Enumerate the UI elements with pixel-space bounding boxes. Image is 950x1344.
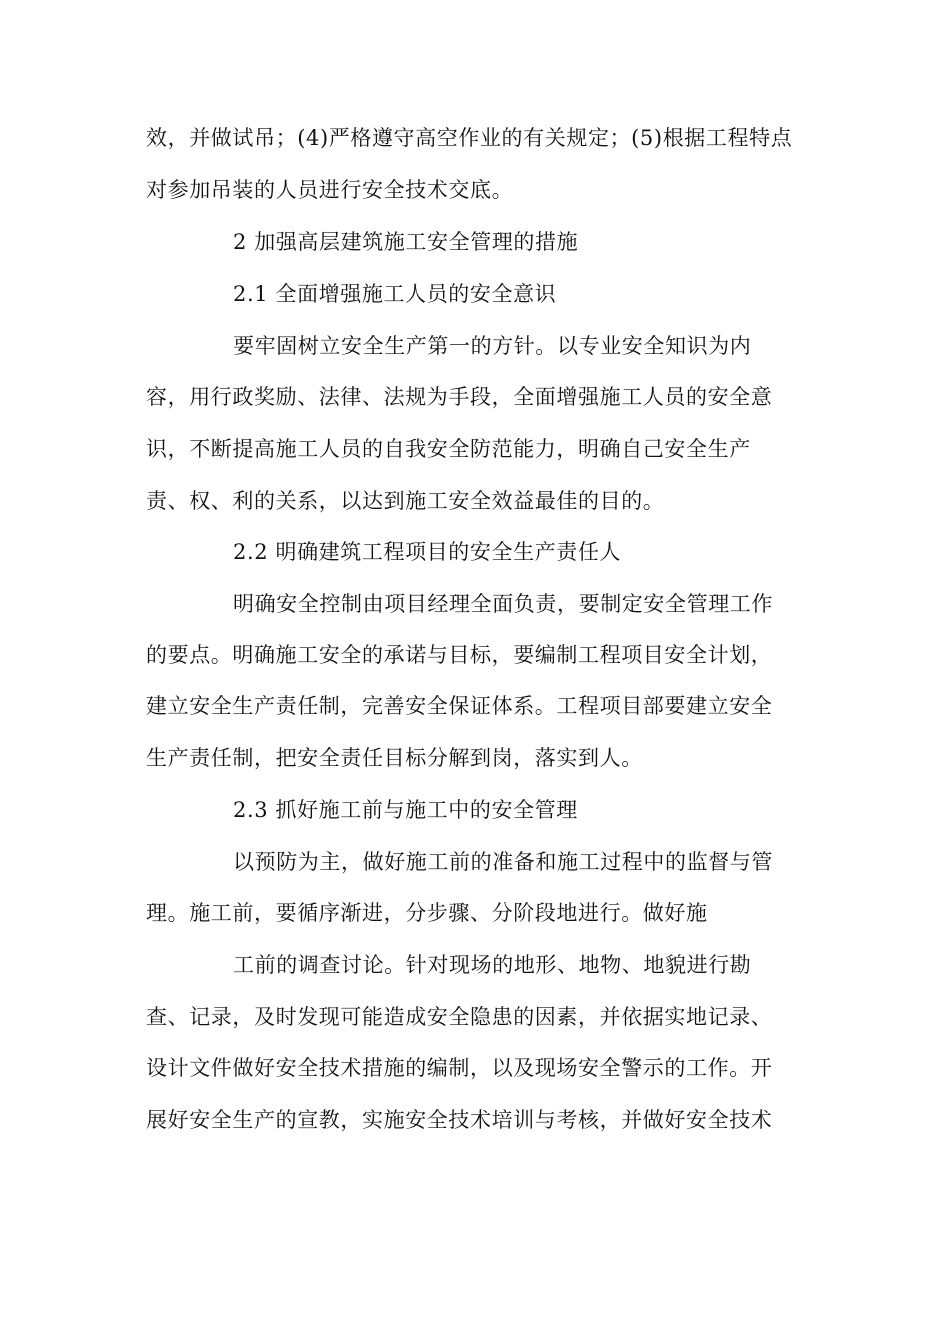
body-text-line: 工前的调查讨论。针对现场的地形、地物、地貌进行勘 (233, 953, 752, 977)
body-text-line: 识，不断提高施工人员的自我安全防范能力，明确自己安全生产 (146, 437, 751, 461)
body-text-line: 查、记录，及时发现可能造成安全隐患的因素，并依据实地记录、 (146, 1005, 773, 1029)
subsection-heading: 2.3 抓好施工前与施工中的安全管理 (233, 798, 578, 822)
body-text-line: 对参加吊装的人员进行安全技术交底。 (146, 178, 514, 202)
body-text-line: 设计文件做好安全技术措施的编制，以及现场安全警示的工作。开 (146, 1056, 773, 1080)
body-text-line: 展好安全生产的宣教，实施安全技术培训与考核，并做好安全技术 (146, 1108, 773, 1132)
body-text-line: 理。施工前，要循序渐进，分步骤、分阶段地进行。做好施 (146, 901, 708, 925)
body-text-line: 的要点。明确施工安全的承诺与目标，要编制工程项目安全计划， (146, 643, 773, 667)
subsection-heading: 2.1 全面增强施工人员的安全意识 (233, 282, 557, 306)
body-text-line: 效，并做试吊；(4)严格遵守高空作业的有关规定；(5)根据工程特点 (146, 126, 793, 150)
body-text-line: 责、权、利的关系，以达到施工安全效益最佳的目的。 (146, 489, 665, 513)
section-heading: 2 加强高层建筑施工安全管理的措施 (233, 230, 579, 254)
body-text-line: 生产责任制，把安全责任目标分解到岗，落实到人。 (146, 746, 643, 770)
body-text-line: 要牢固树立安全生产第一的方针。以专业安全知识为内 (233, 334, 752, 358)
body-text-line: 以预防为主，做好施工前的准备和施工过程中的监督与管 (233, 850, 773, 874)
body-text-line: 建立安全生产责任制，完善安全保证体系。工程项目部要建立安全 (146, 694, 773, 718)
subsection-heading: 2.2 明确建筑工程项目的安全生产责任人 (233, 540, 622, 564)
body-text-line: 明确安全控制由项目经理全面负责，要制定安全管理工作 (233, 592, 773, 616)
body-text-line: 容，用行政奖励、法律、法规为手段，全面增强施工人员的安全意 (146, 385, 773, 409)
